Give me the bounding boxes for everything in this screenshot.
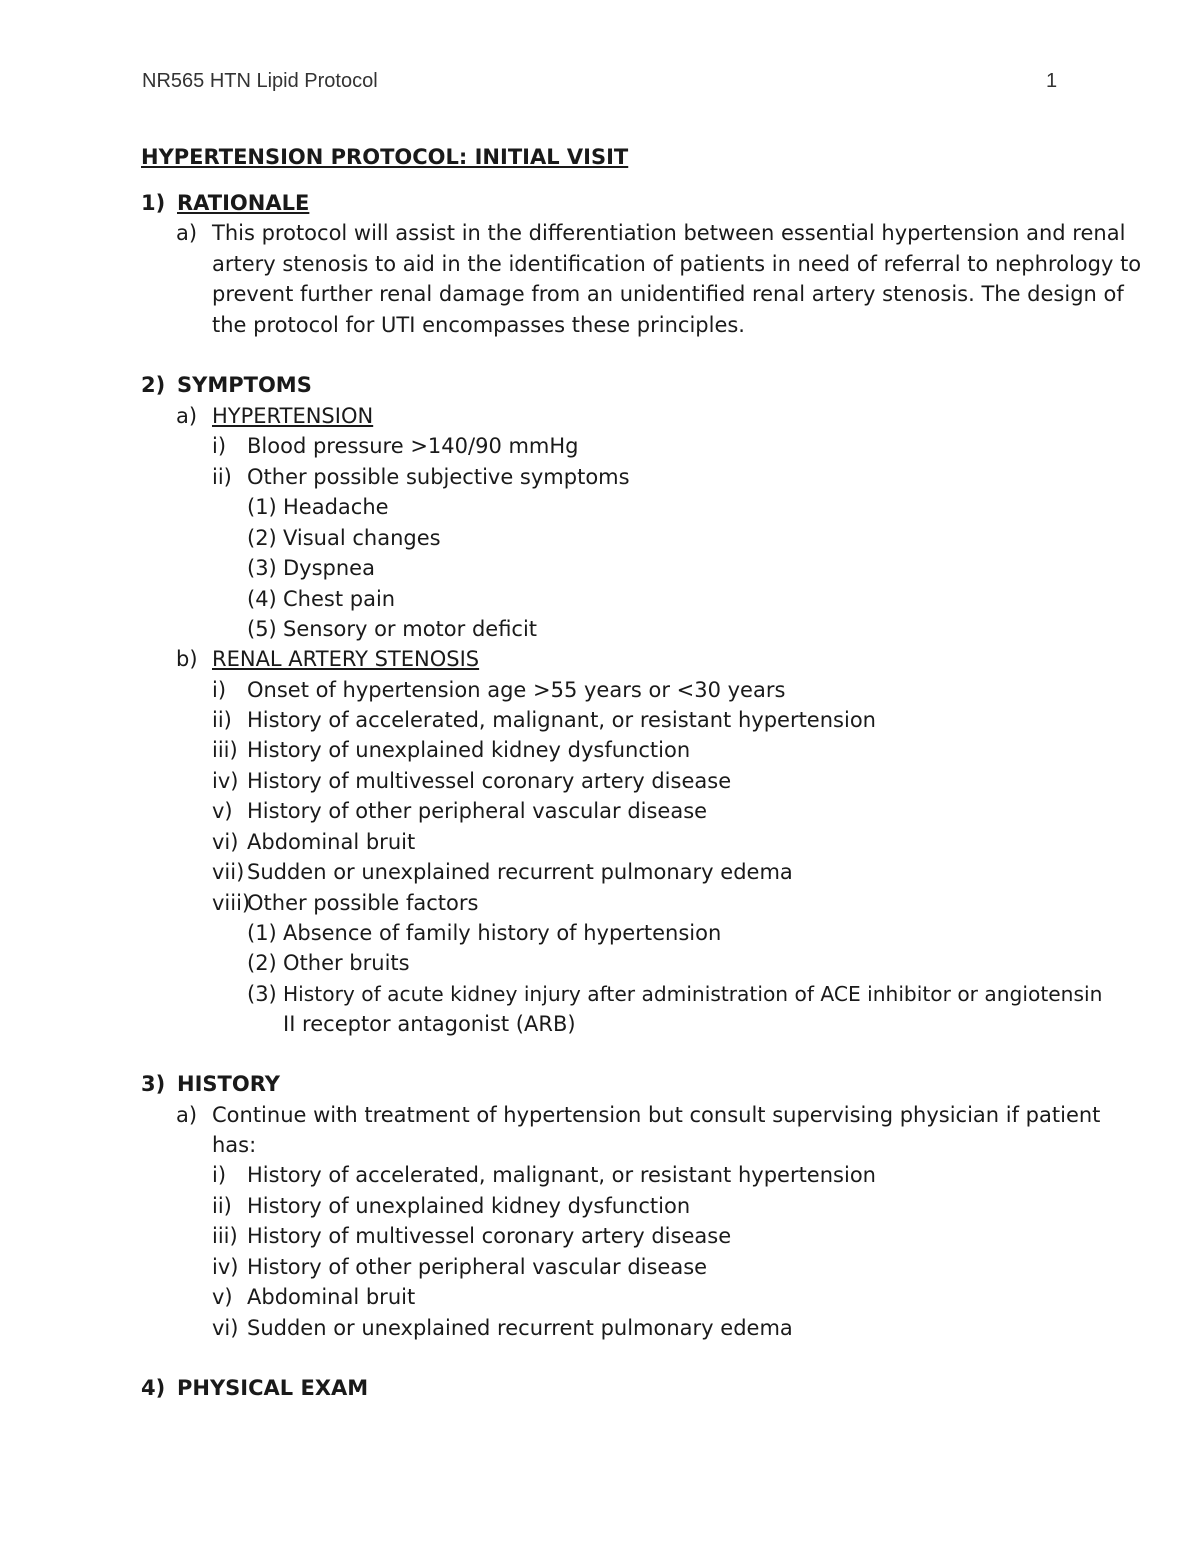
ras-item-text: Abdominal bruit [247, 830, 416, 854]
htn-ii-marker: ii) [212, 465, 232, 489]
page-number: 1 [1046, 70, 1058, 92]
history-item-marker: i) [212, 1163, 227, 1187]
htn-sub-marker: (4) [247, 587, 277, 611]
history-a-line-2: has: [212, 1133, 257, 1157]
running-header-title: NR565 HTN Lipid Protocol [142, 70, 378, 92]
ras-item-marker: ii) [212, 708, 232, 732]
ras-sub-3-continuation: II receptor antagonist (ARB) [283, 1012, 576, 1036]
ras-item-text: Onset of hypertension age >55 years or <30 years [247, 678, 786, 702]
htn-sub-text: Sensory or motor deficit [283, 617, 538, 641]
ras-item-marker: i) [212, 678, 227, 702]
ras-heading: RENAL ARTERY STENOSIS [212, 647, 480, 671]
ras-sub-marker: (2) [247, 951, 277, 975]
section-3-heading: HISTORY [177, 1072, 280, 1096]
hypertension-marker: a) [176, 404, 198, 428]
ras-item-text: Sudden or unexplained recurrent pulmonary edema [247, 860, 793, 884]
ras-marker: b) [176, 647, 198, 671]
ras-item-marker: iv) [212, 769, 239, 793]
ras-item-marker: iii) [212, 738, 238, 762]
ras-item-text: History of other peripheral vascular disease [247, 799, 708, 823]
history-item-text: History of other peripheral vascular disease [247, 1255, 708, 1279]
ras-item-marker: vii) [212, 860, 245, 884]
ras-item-text: Other possible factors [247, 891, 479, 915]
ras-sub-text: History of acute kidney injury after administration of ACE inhibitor or angiotensin [283, 982, 1103, 1006]
section-4-number: 4) [141, 1376, 166, 1400]
section-2-number: 2) [141, 373, 166, 397]
history-item-text: Sudden or unexplained recurrent pulmonary edema [247, 1316, 793, 1340]
ras-item-marker: viii) [212, 891, 251, 915]
htn-sub-marker: (5) [247, 617, 277, 641]
section-3-number: 3) [141, 1072, 166, 1096]
history-item-text: History of multivessel coronary artery disease [247, 1224, 732, 1248]
htn-sub-text: Chest pain [283, 587, 396, 611]
hypertension-heading: HYPERTENSION [212, 404, 374, 428]
history-item-marker: vi) [212, 1316, 239, 1340]
ras-sub-marker: (1) [247, 921, 277, 945]
rationale-line-2: artery stenosis to aid in the identification of patients in need of referral to nephrology to [212, 252, 1142, 276]
history-item-text: History of unexplained kidney dysfunction [247, 1194, 691, 1218]
section-2-heading: SYMPTOMS [177, 373, 312, 397]
history-item-marker: iii) [212, 1224, 238, 1248]
history-item-marker: iv) [212, 1255, 239, 1279]
htn-sub-marker: (1) [247, 495, 277, 519]
ras-sub-text: Absence of family history of hypertension [283, 921, 722, 945]
htn-sub-text: Visual changes [283, 526, 441, 550]
rationale-a-marker: a) [176, 221, 198, 245]
ras-sub-text: Other bruits [283, 951, 410, 975]
history-item-marker: ii) [212, 1194, 232, 1218]
rationale-line-4: the protocol for UTI encompasses these principles. [212, 313, 745, 337]
section-1-number: 1) [141, 191, 166, 215]
section-1-heading: RATIONALE [177, 191, 310, 215]
htn-i-marker: i) [212, 434, 227, 458]
ras-sub-marker: (3) [247, 982, 277, 1006]
htn-sub-marker: (2) [247, 526, 277, 550]
ras-item-marker: vi) [212, 830, 239, 854]
htn-ii-text: Other possible subjective symptoms [247, 465, 630, 489]
htn-sub-text: Headache [283, 495, 389, 519]
ras-item-marker: v) [212, 799, 233, 823]
history-item-text: Abdominal bruit [247, 1285, 416, 1309]
ras-item-text: History of unexplained kidney dysfunction [247, 738, 691, 762]
rationale-line-1: This protocol will assist in the differentiation between essential hypertension and renal [212, 221, 1126, 245]
ras-item-text: History of accelerated, malignant, or resistant hypertension [247, 708, 876, 732]
history-a-line-1: Continue with treatment of hypertension but consult supervising physician if patient [212, 1103, 1101, 1127]
section-4-heading: PHYSICAL EXAM [177, 1376, 369, 1400]
history-item-text: History of accelerated, malignant, or resistant hypertension [247, 1163, 876, 1187]
rationale-line-3: prevent further renal damage from an unidentified renal artery stenosis. The design of [212, 282, 1124, 306]
history-a-marker: a) [176, 1103, 198, 1127]
history-item-marker: v) [212, 1285, 233, 1309]
htn-sub-text: Dyspnea [283, 556, 375, 580]
htn-sub-marker: (3) [247, 556, 277, 580]
document-title: HYPERTENSION PROTOCOL: INITIAL VISIT [141, 145, 629, 169]
ras-item-text: History of multivessel coronary artery disease [247, 769, 732, 793]
htn-i-text: Blood pressure >140/90 mmHg [247, 434, 579, 458]
